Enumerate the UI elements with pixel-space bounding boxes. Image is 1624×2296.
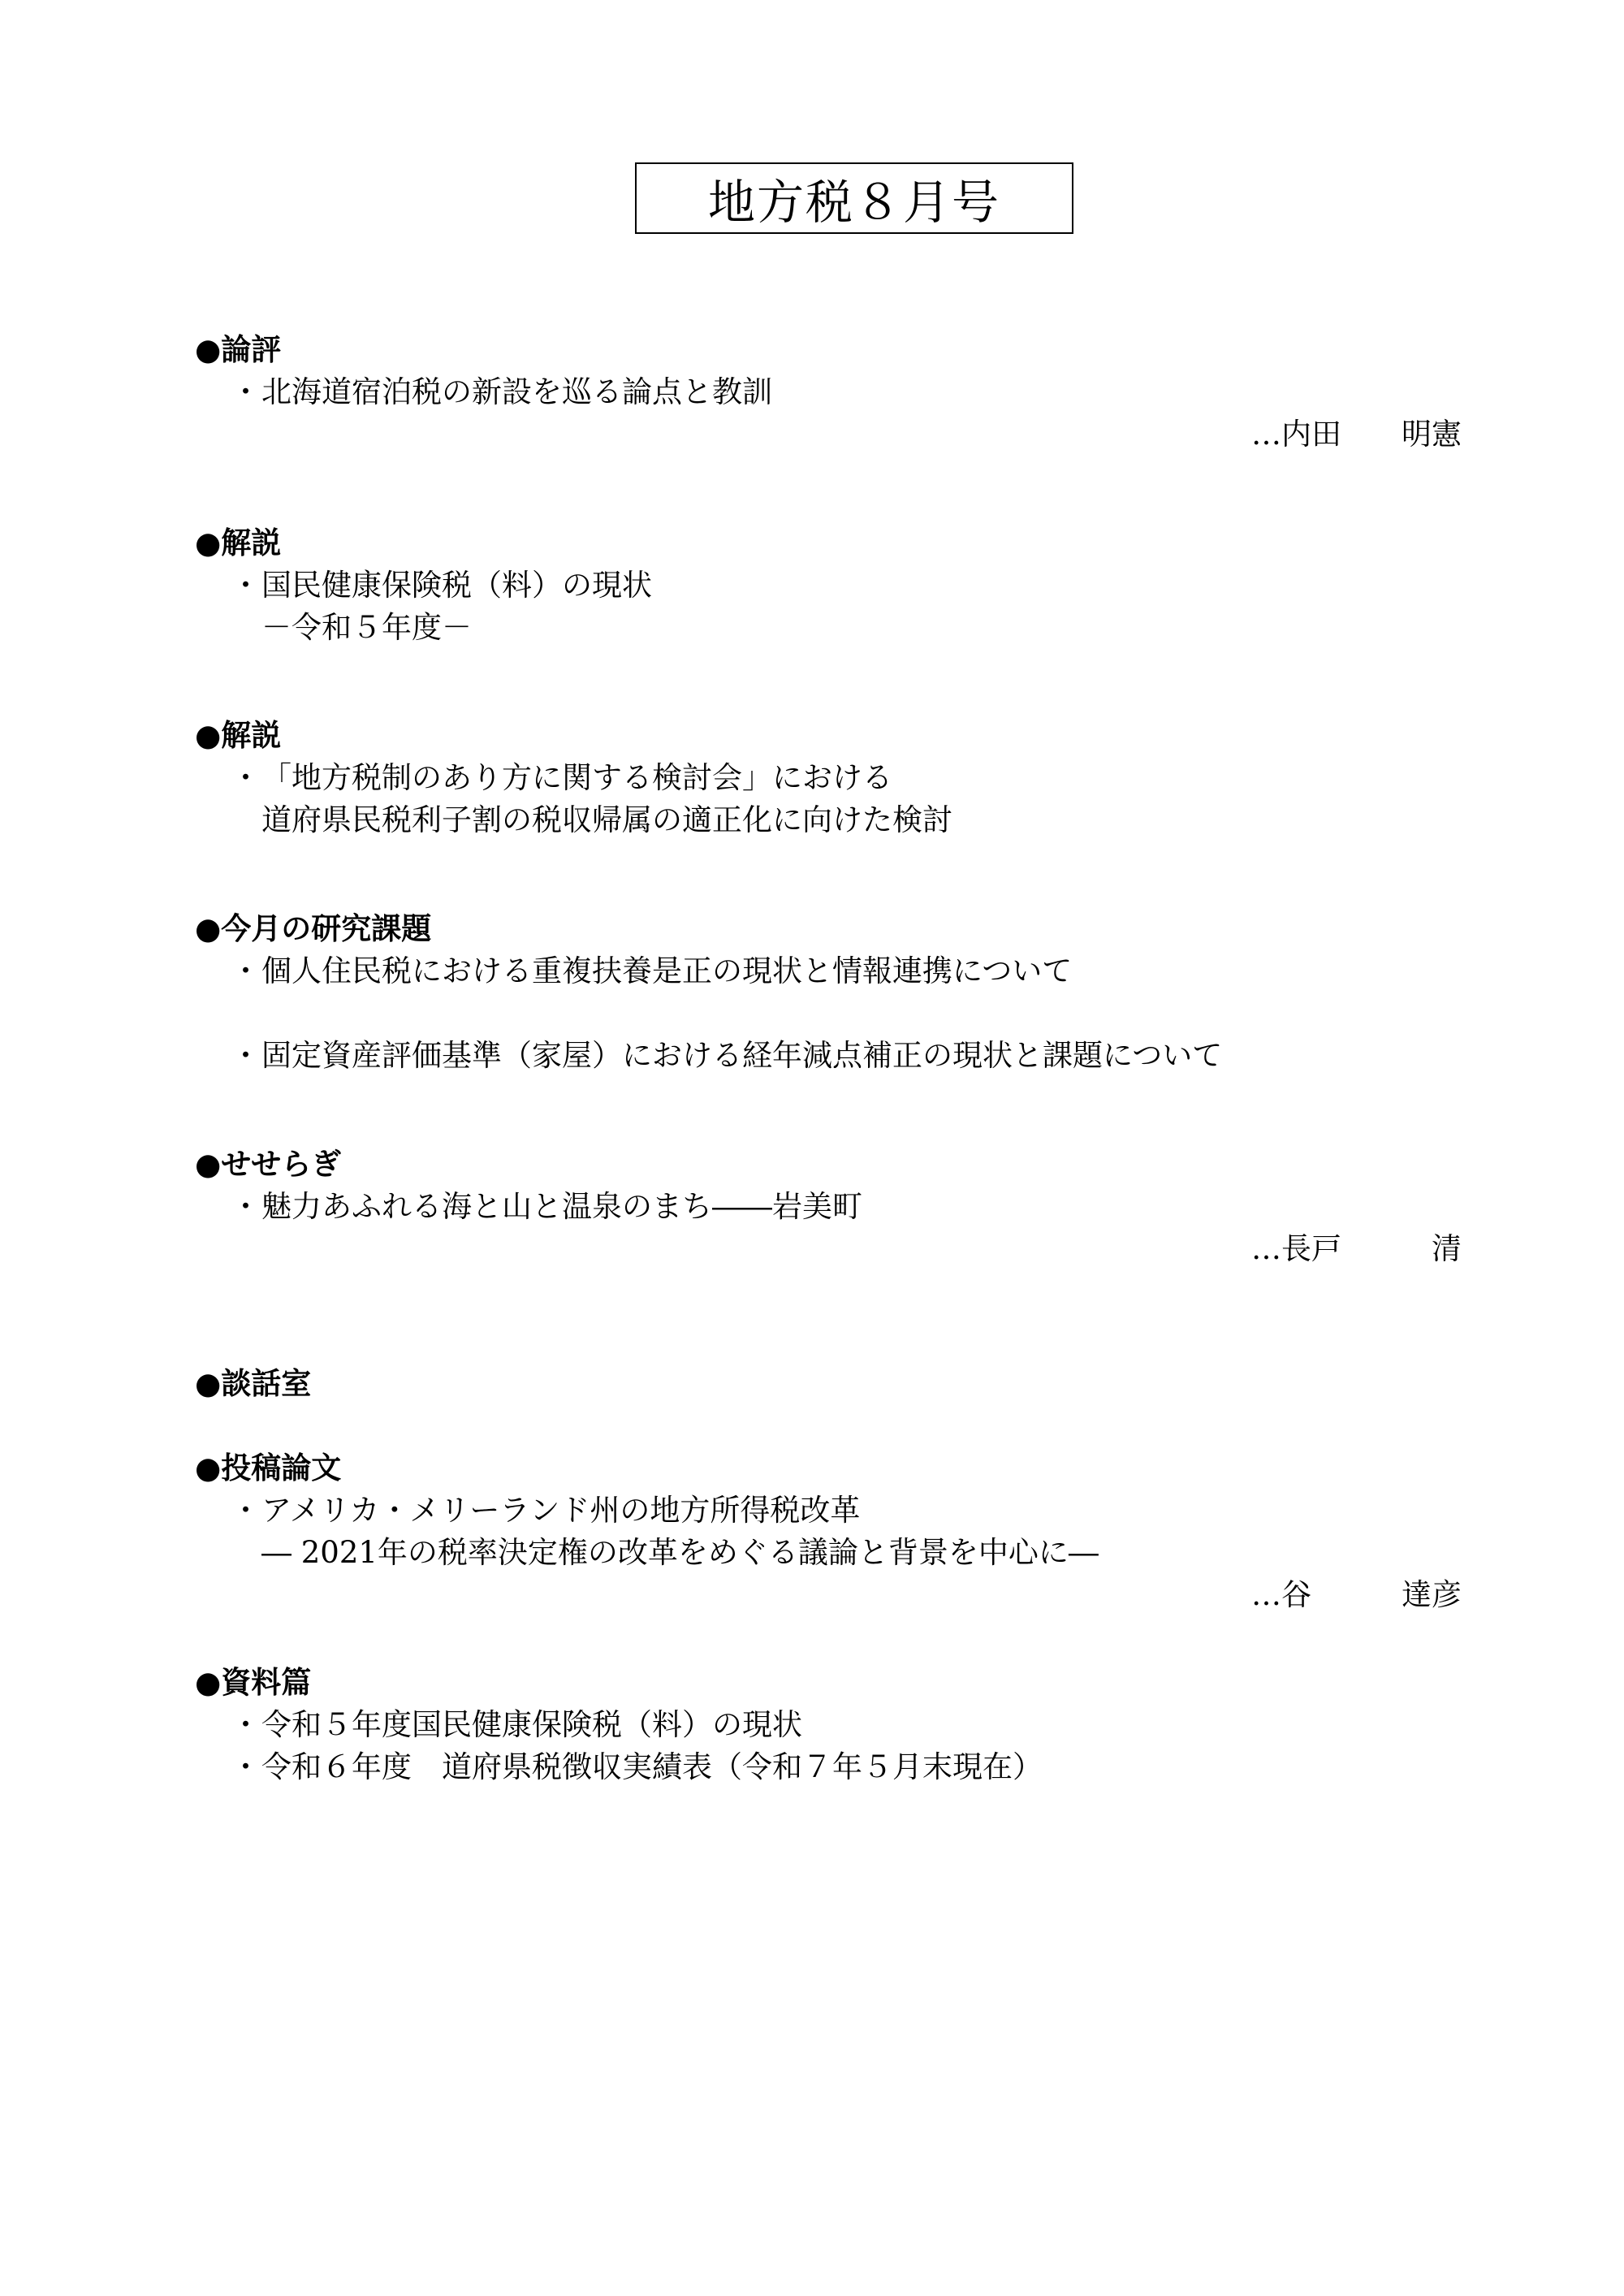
section-danwashitsu [195, 1363, 1462, 1405]
list-item [195, 1704, 1462, 1746]
article-title: 固定資産評価基準（家屋）における経年減点補正の現状と課題について [261, 1038, 1223, 1073]
bullet-mark: ・ [231, 568, 261, 603]
article-title: アメリカ・メリーランド州の地方所得税改革 [261, 1493, 861, 1528]
article-subtitle: －令和５年度－ [261, 610, 472, 645]
bullet-mark: ・ [231, 760, 261, 795]
section-heading: ●解説 [195, 718, 282, 753]
section-heading: ●資料篇 [195, 1665, 312, 1700]
author-name: …谷 達彦 [1251, 1577, 1462, 1612]
bullet-mark: ・ [231, 1749, 261, 1784]
section-seseragi [195, 1144, 1462, 1270]
section-kenkyu-kadai [195, 908, 1462, 1077]
list-item [195, 757, 1462, 799]
bullet-mark: ・ [231, 1493, 261, 1528]
section-toko-ronbun [195, 1447, 1462, 1616]
list-item [195, 1186, 1462, 1228]
article-title: 令和５年度国民健康保険税（料）の現状 [261, 1707, 802, 1742]
article-title: 国民健康保険税（料）の現状 [261, 568, 652, 603]
bullet-mark: ・ [231, 953, 261, 988]
list-item [195, 1490, 1462, 1532]
list-item [195, 371, 1462, 413]
section-ronpyo [195, 329, 1462, 456]
article-title: 「地方税制のあり方に関する検討会」における [261, 760, 892, 795]
article-title: 魅力あふれる海と山と温泉のまち――岩美町 [261, 1189, 862, 1224]
section-heading: ●談話室 [195, 1366, 312, 1401]
article-title: 令和６年度 道府県税徴収実績表（令和７年５月末現在） [261, 1749, 1043, 1784]
section-shiryohen [195, 1662, 1462, 1788]
list-item [195, 1035, 1462, 1077]
article-title: 北海道宿泊税の新設を巡る論点と教訓 [261, 374, 772, 409]
section-kaisetsu-1 [195, 522, 1462, 649]
article-subtitle: 道府県民税利子割の税収帰属の適正化に向けた検討 [261, 802, 952, 837]
section-heading: ●論評 [195, 332, 282, 367]
article-subtitle: ― 2021年の税率決定権の改革をめぐる議論と背景を中心に― [261, 1535, 1099, 1570]
section-heading: ●せせらぎ [195, 1147, 342, 1182]
page-title: 地方税８月号 [635, 162, 1073, 234]
article-title: 個人住民税における重複扶養是正の現状と情報連携について [261, 953, 1073, 988]
bullet-mark: ・ [231, 1707, 261, 1742]
section-kaisetsu-2 [195, 715, 1462, 841]
bullet-mark: ・ [231, 1189, 261, 1224]
section-heading: ●解説 [195, 525, 282, 560]
author-name: …長戸 清 [1251, 1231, 1462, 1266]
list-item [195, 1746, 1462, 1788]
author-name: …内田 明憲 [1251, 417, 1462, 452]
list-item [195, 564, 1462, 607]
bullet-mark: ・ [231, 1038, 261, 1073]
section-heading: ●投稿論文 [195, 1451, 342, 1485]
list-item [195, 950, 1462, 992]
section-heading: ●今月の研究課題 [195, 911, 432, 946]
bullet-mark: ・ [231, 374, 261, 409]
